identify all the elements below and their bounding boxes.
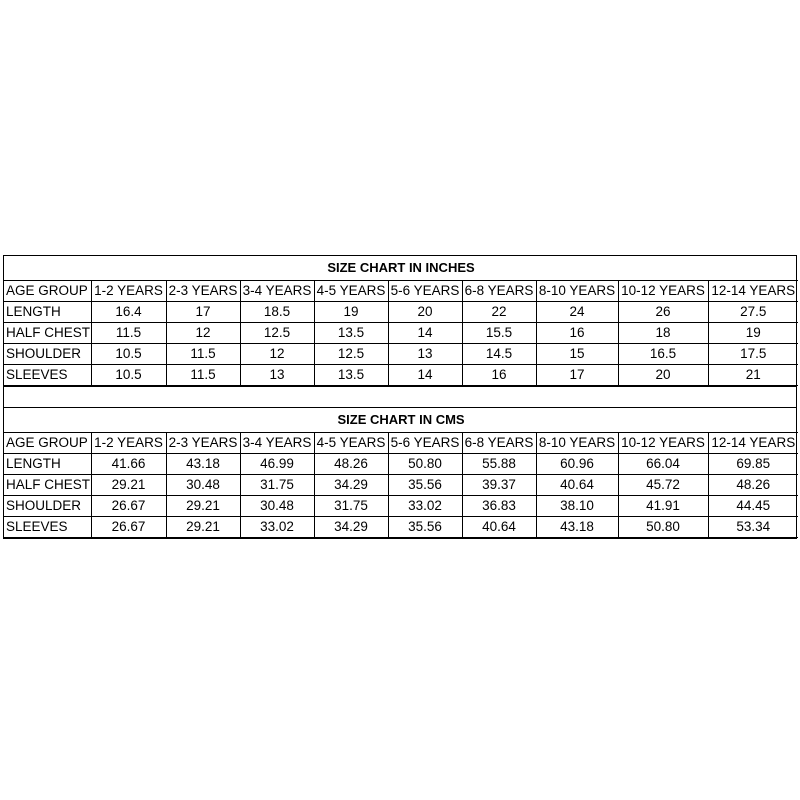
measurement-value: 45.72 <box>618 475 708 496</box>
measurement-value: 69.85 <box>708 454 798 475</box>
measurement-value: 20 <box>388 302 462 323</box>
measurement-value: 66.04 <box>618 454 708 475</box>
measurement-value: 36.83 <box>462 496 536 517</box>
measurement-value: 33.02 <box>388 496 462 517</box>
cms-header-row <box>4 433 798 454</box>
age-column-header: 12-14 YEARS <box>708 433 798 454</box>
measurement-value: 13 <box>388 344 462 365</box>
measurement-value: 34.29 <box>314 475 388 496</box>
measurement-label: LENGTH <box>4 302 91 323</box>
measurement-label: SHOULDER <box>4 344 91 365</box>
measurement-value: 11.5 <box>91 323 166 344</box>
age-column-header: 5-6 YEARS <box>388 433 462 454</box>
measurement-value: 19 <box>708 323 798 344</box>
age-column-header: 8-10 YEARS <box>536 281 618 302</box>
age-column-header: 6-8 YEARS <box>462 281 536 302</box>
measurement-value: 35.56 <box>388 517 462 538</box>
measurement-value: 53.34 <box>708 517 798 538</box>
table-separator <box>4 386 796 408</box>
age-group-header: AGE GROUP <box>4 281 91 302</box>
age-column-header: 4-5 YEARS <box>314 433 388 454</box>
age-group-header: AGE GROUP <box>4 433 91 454</box>
measurement-value: 39.37 <box>462 475 536 496</box>
table-row <box>4 496 798 517</box>
measurement-value: 44.45 <box>708 496 798 517</box>
measurement-value: 46.99 <box>240 454 314 475</box>
age-column-header: 1-2 YEARS <box>91 281 166 302</box>
measurement-value: 43.18 <box>536 517 618 538</box>
measurement-value: 14 <box>388 323 462 344</box>
age-column-header: 4-5 YEARS <box>314 281 388 302</box>
measurement-value: 12 <box>240 344 314 365</box>
measurement-value: 13 <box>240 365 314 386</box>
measurement-value: 35.56 <box>388 475 462 496</box>
measurement-value: 50.80 <box>618 517 708 538</box>
size-chart <box>3 255 797 539</box>
age-column-header: 10-12 YEARS <box>618 433 708 454</box>
measurement-value: 16.4 <box>91 302 166 323</box>
measurement-value: 22 <box>462 302 536 323</box>
measurement-value: 10.5 <box>91 365 166 386</box>
age-column-header: 3-4 YEARS <box>240 433 314 454</box>
measurement-value: 16.5 <box>618 344 708 365</box>
age-column-header: 2-3 YEARS <box>166 433 240 454</box>
measurement-value: 29.21 <box>91 475 166 496</box>
measurement-value: 18 <box>618 323 708 344</box>
measurement-label: HALF CHEST <box>4 475 91 496</box>
measurement-value: 41.91 <box>618 496 708 517</box>
measurement-value: 26.67 <box>91 517 166 538</box>
measurement-value: 14 <box>388 365 462 386</box>
measurement-value: 29.21 <box>166 517 240 538</box>
age-column-header: 12-14 YEARS <box>708 281 798 302</box>
measurement-value: 29.21 <box>166 496 240 517</box>
table-row <box>4 454 798 475</box>
age-column-header: 2-3 YEARS <box>166 281 240 302</box>
measurement-value: 48.26 <box>708 475 798 496</box>
table-row <box>4 344 798 365</box>
measurement-value: 40.64 <box>536 475 618 496</box>
inches-title-row <box>4 256 798 281</box>
measurement-value: 12.5 <box>240 323 314 344</box>
measurement-label: LENGTH <box>4 454 91 475</box>
measurement-value: 11.5 <box>166 365 240 386</box>
measurement-value: 12 <box>166 323 240 344</box>
measurement-value: 40.64 <box>462 517 536 538</box>
cms-table-block <box>4 408 796 538</box>
measurement-value: 60.96 <box>536 454 618 475</box>
table-row <box>4 365 798 386</box>
age-column-header: 3-4 YEARS <box>240 281 314 302</box>
measurement-value: 13.5 <box>314 365 388 386</box>
age-column-header: 5-6 YEARS <box>388 281 462 302</box>
measurement-value: 30.48 <box>240 496 314 517</box>
measurement-value: 10.5 <box>91 344 166 365</box>
measurement-value: 26 <box>618 302 708 323</box>
measurement-value: 27.5 <box>708 302 798 323</box>
inches-table-title: SIZE CHART IN INCHES <box>4 256 798 281</box>
measurement-value: 17.5 <box>708 344 798 365</box>
measurement-value: 17 <box>166 302 240 323</box>
measurement-value: 30.48 <box>166 475 240 496</box>
measurement-value: 48.26 <box>314 454 388 475</box>
measurement-value: 31.75 <box>314 496 388 517</box>
table-row <box>4 475 798 496</box>
measurement-value: 13.5 <box>314 323 388 344</box>
measurement-value: 12.5 <box>314 344 388 365</box>
cms-title-row <box>4 408 798 433</box>
measurement-value: 19 <box>314 302 388 323</box>
table-row <box>4 323 798 344</box>
table-row <box>4 517 798 538</box>
measurement-label: HALF CHEST <box>4 323 91 344</box>
measurement-value: 24 <box>536 302 618 323</box>
measurement-value: 41.66 <box>91 454 166 475</box>
measurement-value: 43.18 <box>166 454 240 475</box>
measurement-value: 31.75 <box>240 475 314 496</box>
measurement-value: 16 <box>462 365 536 386</box>
measurement-value: 55.88 <box>462 454 536 475</box>
measurement-value: 15.5 <box>462 323 536 344</box>
measurement-value: 18.5 <box>240 302 314 323</box>
measurement-value: 15 <box>536 344 618 365</box>
size-chart-cms-table <box>4 408 798 538</box>
measurement-value: 11.5 <box>166 344 240 365</box>
measurement-value: 14.5 <box>462 344 536 365</box>
inches-header-row <box>4 281 798 302</box>
measurement-value: 34.29 <box>314 517 388 538</box>
measurement-label: SHOULDER <box>4 496 91 517</box>
age-column-header: 1-2 YEARS <box>91 433 166 454</box>
measurement-value: 17 <box>536 365 618 386</box>
cms-table-title: SIZE CHART IN CMS <box>4 408 798 433</box>
measurement-value: 20 <box>618 365 708 386</box>
age-column-header: 10-12 YEARS <box>618 281 708 302</box>
inches-table-block <box>4 256 796 386</box>
measurement-value: 33.02 <box>240 517 314 538</box>
table-row <box>4 302 798 323</box>
measurement-value: 16 <box>536 323 618 344</box>
age-column-header: 8-10 YEARS <box>536 433 618 454</box>
measurement-value: 26.67 <box>91 496 166 517</box>
measurement-value: 50.80 <box>388 454 462 475</box>
measurement-label: SLEEVES <box>4 517 91 538</box>
size-chart-inches-table <box>4 256 798 386</box>
measurement-value: 38.10 <box>536 496 618 517</box>
age-column-header: 6-8 YEARS <box>462 433 536 454</box>
measurement-label: SLEEVES <box>4 365 91 386</box>
measurement-value: 21 <box>708 365 798 386</box>
